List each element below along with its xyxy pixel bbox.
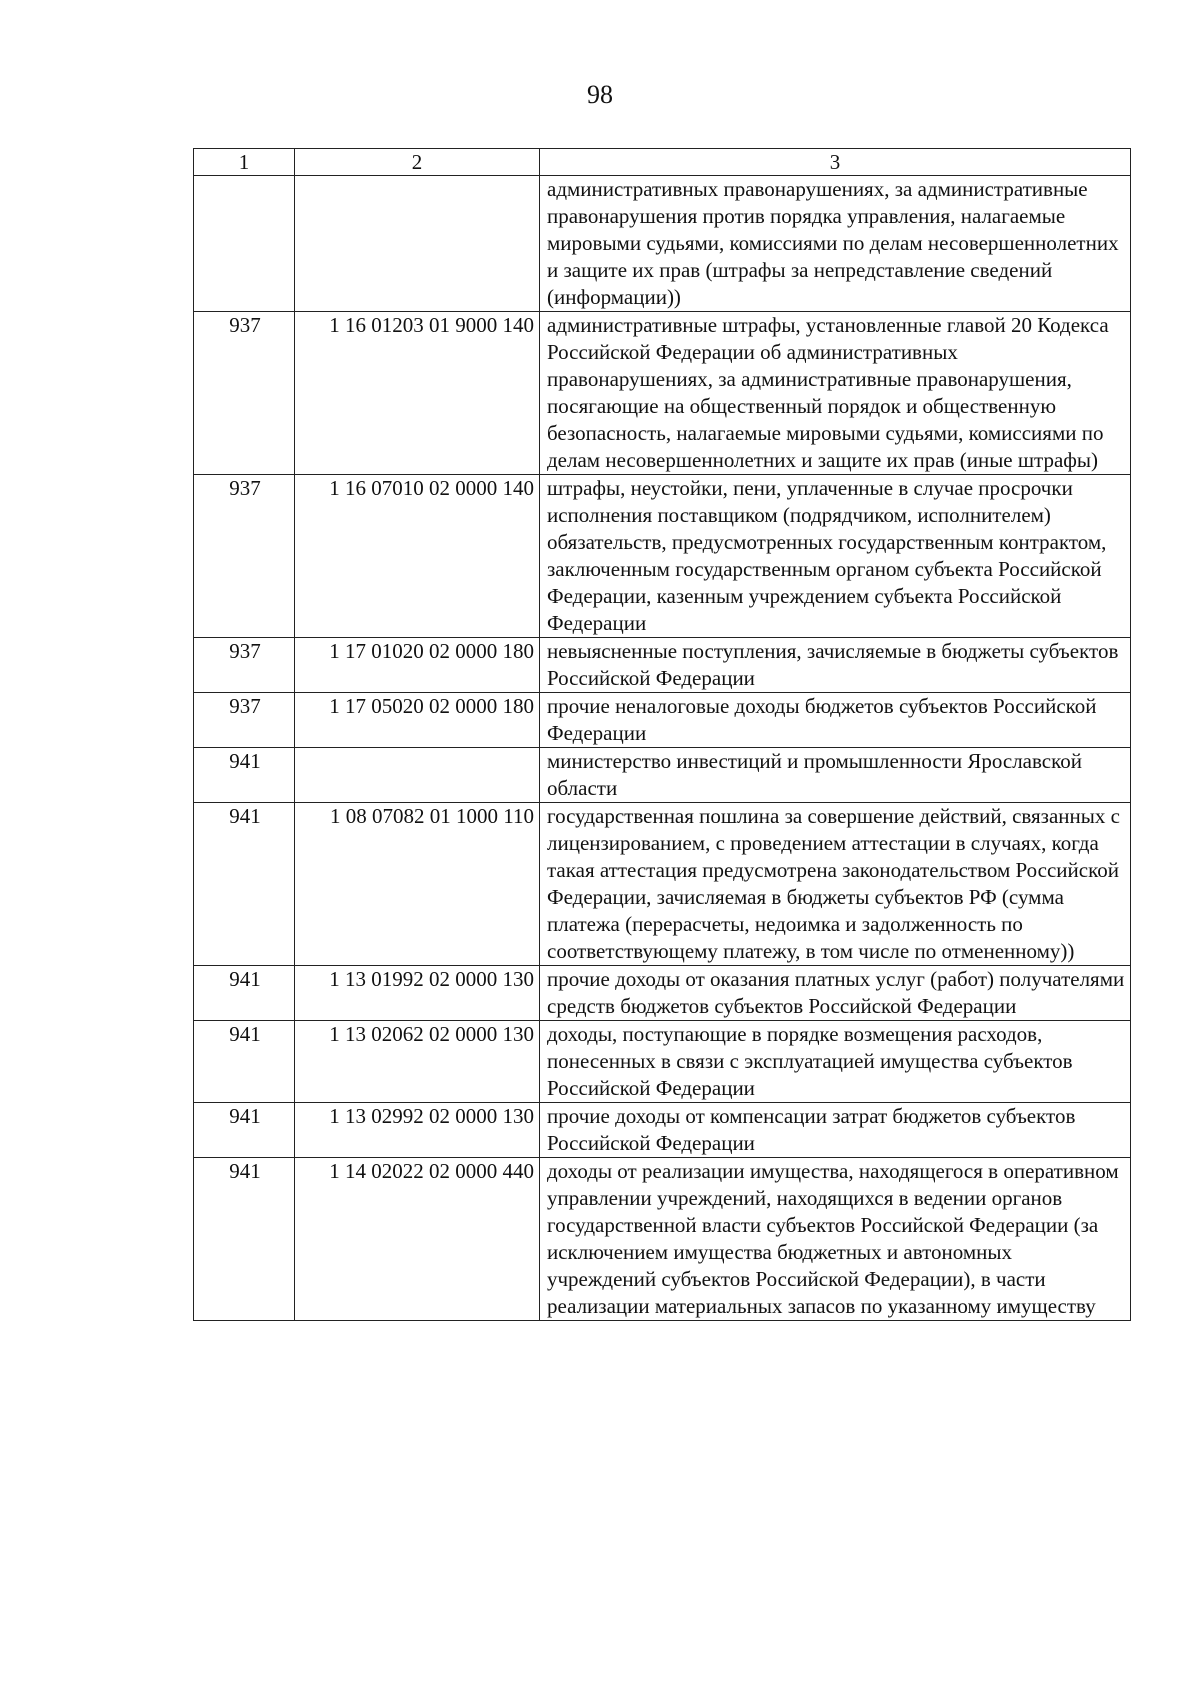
column-header-2: 2 xyxy=(295,149,540,176)
revenue-code-cell: 1 16 07010 02 0000 140 xyxy=(295,475,540,638)
table-row xyxy=(194,693,1131,748)
admin-code-cell: 937 xyxy=(194,312,295,475)
revenue-code-cell: 1 13 02992 02 0000 130 xyxy=(295,1103,540,1158)
revenue-code-cell: 1 13 02062 02 0000 130 xyxy=(295,1021,540,1103)
admin-code-cell: 937 xyxy=(194,638,295,693)
table-row xyxy=(194,1158,1131,1321)
table-row xyxy=(194,803,1131,966)
revenue-name-cell: прочие доходы от компенсации затрат бюджетов субъектов Российской Федерации xyxy=(540,1103,1131,1158)
admin-code-cell: 941 xyxy=(194,1021,295,1103)
revenue-name-cell: прочие неналоговые доходы бюджетов субъектов Российской Федерации xyxy=(540,693,1131,748)
admin-code-cell: 937 xyxy=(194,693,295,748)
revenue-code-cell xyxy=(295,748,540,803)
table-row xyxy=(194,966,1131,1021)
revenue-code-cell: 1 16 01203 01 9000 140 xyxy=(295,312,540,475)
admin-code-cell: 941 xyxy=(194,1158,295,1321)
revenue-code-cell: 1 13 01992 02 0000 130 xyxy=(295,966,540,1021)
revenue-code-cell: 1 17 01020 02 0000 180 xyxy=(295,638,540,693)
admin-code-cell: 937 xyxy=(194,475,295,638)
table-row xyxy=(194,1103,1131,1158)
revenue-codes-table xyxy=(193,148,1131,1321)
table-row xyxy=(194,475,1131,638)
revenue-code-cell: 1 17 05020 02 0000 180 xyxy=(295,693,540,748)
revenue-name-cell: министерство инвестиций и промышленности Ярославской области xyxy=(540,748,1131,803)
table-row xyxy=(194,748,1131,803)
revenue-name-cell: административные штрафы, установленные главой 20 Кодекса Российской Федерации об административных правонарушениях, за административные правонарушения, посягающие на общественный порядок и общественную безопасность, налагаемые мировыми судьями, комиссиями по делам несовершеннолетних и защите их прав (иные штрафы) xyxy=(540,312,1131,475)
table-row xyxy=(194,638,1131,693)
revenue-name-cell: доходы от реализации имущества, находящегося в оперативном управлении учреждений, находящихся в ведении органов государственной власти субъектов Российской Федерации (за исключением имущества бюджетных и автономных учреждений субъектов Российской Федерации), в части реализации материальных запасов по указанному имуществу xyxy=(540,1158,1131,1321)
table-row xyxy=(194,176,1131,312)
admin-code-cell: 941 xyxy=(194,803,295,966)
table-row xyxy=(194,1021,1131,1103)
revenue-code-cell xyxy=(295,176,540,312)
revenue-name-cell: невыясненные поступления, зачисляемые в бюджеты субъектов Российской Федерации xyxy=(540,638,1131,693)
revenue-code-cell: 1 14 02022 02 0000 440 xyxy=(295,1158,540,1321)
page-number: 98 xyxy=(587,80,613,109)
admin-code-cell: 941 xyxy=(194,748,295,803)
admin-code-cell xyxy=(194,176,295,312)
table-row xyxy=(194,312,1131,475)
revenue-name-cell: прочие доходы от оказания платных услуг (работ) получателями средств бюджетов субъектов Российской Федерации xyxy=(540,966,1131,1021)
revenue-code-cell: 1 08 07082 01 1000 110 xyxy=(295,803,540,966)
column-header-1: 1 xyxy=(194,149,295,176)
admin-code-cell: 941 xyxy=(194,966,295,1021)
column-header-3: 3 xyxy=(540,149,1131,176)
table-header-row xyxy=(194,149,1131,176)
revenue-name-cell: штрафы, неустойки, пени, уплаченные в случае просрочки исполнения поставщиком (подрядчиком, исполнителем) обязательств, предусмотренных государственным контрактом, заключенным государственным органом субъекта Российской Федерации, казенным учреждением субъекта Российской Федерации xyxy=(540,475,1131,638)
revenue-name-cell: государственная пошлина за совершение действий, связанных с лицензированием, с проведением аттестации в случаях, когда такая аттестация предусмотрена законодательством Российской Федерации, зачисляемая в бюджеты субъектов РФ (сумма платежа (перерасчеты, недоимка и задолженность по соответствующему платежу, в том числе по отмененному)) xyxy=(540,803,1131,966)
revenue-name-cell: доходы, поступающие в порядке возмещения расходов, понесенных в связи с эксплуатацией имущества субъектов Российской Федерации xyxy=(540,1021,1131,1103)
revenue-name-cell: административных правонарушениях, за административные правонарушения против порядка управления, налагаемые мировыми судьями, комиссиями по делам несовершеннолетних и защите их прав (штрафы за непредставление сведений (информации)) xyxy=(540,176,1131,312)
admin-code-cell: 941 xyxy=(194,1103,295,1158)
